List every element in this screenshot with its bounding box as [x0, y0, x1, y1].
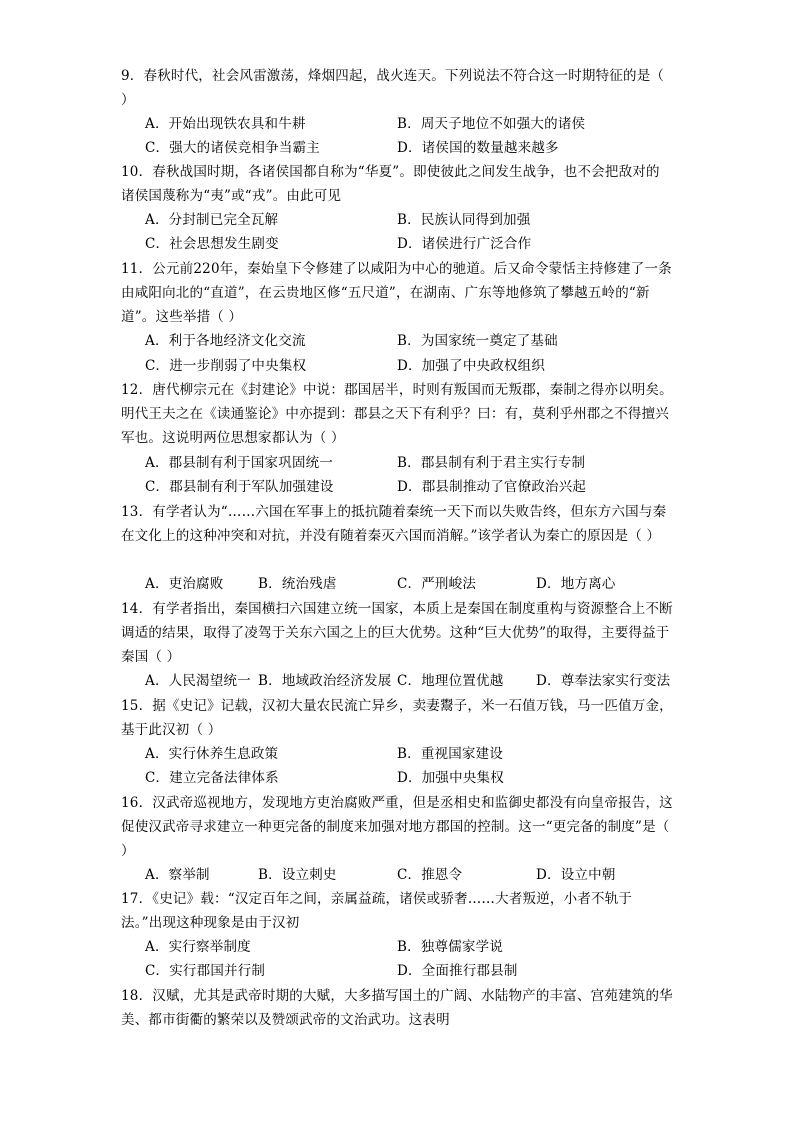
question-17-option-c[interactable]: C．实行郡国并行制: [145, 963, 266, 979]
question-11-option-d[interactable]: D．加强了中央政权组织: [397, 358, 546, 374]
question-13-option-b[interactable]: B．统治残虐: [258, 576, 337, 592]
question-13-option-a[interactable]: A．吏治腐败: [145, 576, 224, 592]
question-15-option-d[interactable]: D．加强中央集权: [397, 770, 504, 786]
question-11-option-c[interactable]: C．进一步削弱了中央集权: [145, 358, 307, 374]
question-10-option-d[interactable]: D．诸侯进行广泛合作: [397, 236, 532, 252]
question-13-option-d[interactable]: D．地方离心: [536, 576, 616, 592]
question-15-stem: 15．据《史记》记载，汉初大量农民流亡异乡，卖妻鬻子，米一石值万钱，马一匹值万金，基于此汉初（ ）: [121, 698, 673, 738]
question-9-stem: 9．春秋时代，社会风雷激荡，烽烟四起，战火连天。下列说法不符合这一时期特征的是（ ）: [121, 68, 665, 108]
question-16-option-b[interactable]: B．设立刺史: [258, 867, 337, 883]
question-11-option-a[interactable]: A．利于各地经济文化交流: [145, 333, 306, 349]
question-17-option-d[interactable]: D．全面推行郡县制: [397, 963, 518, 979]
question-10-stem: 10．春秋战国时期，各诸侯国都自称为“华夏”。即使彼此之间发生战争，也不会把敌对的诸侯国蔑称为“夷”或“戎”。由此可见: [121, 164, 660, 204]
question-14-option-c[interactable]: C．地理位置优越: [397, 673, 504, 689]
question-15-option-c[interactable]: C．建立完备法律体系: [145, 770, 279, 786]
question-15-option-a[interactable]: A．实行休养生息政策: [145, 746, 279, 762]
question-12-stem: 12．唐代柳宗元在《封建论》中说：郡国居半，时则有叛国而无叛郡，秦制之得亦以明矣。明代王夫之在《读通鉴论》中亦提到：郡县之天下有利乎？曰：有，莫利乎州郡之不得擅兴军也。这说明两位思想家都认为（ ）: [121, 382, 673, 446]
question-14-stem: 14．有学者指出，秦国横扫六国建立统一国家，本质上是秦国在制度重构与资源整合上不断调适的结果，取得了凌驾于关东六国之上的巨大优势。这种“巨大优势”的取得，主要得益于秦国（ ）: [121, 601, 673, 665]
question-9-option-d[interactable]: D．诸侯国的数量越来越多: [397, 140, 559, 156]
question-15-option-b[interactable]: B．重视国家建设: [397, 746, 504, 762]
question-12-option-b[interactable]: B．郡县制有利于君主实行专制: [397, 455, 586, 471]
question-9-option-c[interactable]: C．强大的诸侯竞相争当霸主: [145, 140, 320, 156]
question-14-option-b[interactable]: B．地域政治经济发展: [258, 673, 392, 689]
question-16-option-a[interactable]: A．察举制: [145, 867, 210, 883]
question-18-stem: 18．汉赋，尤其是武帝时期的大赋，大多描写国土的广阔、水陆物产的丰富、宫苑建筑的华美、都市街衢的繁荣以及赞颂武帝的文治武功。这表明: [121, 988, 673, 1028]
question-13-option-c[interactable]: C．严刑峻法: [397, 576, 477, 592]
question-12-option-a[interactable]: A．郡县制有利于国家巩固统一: [145, 455, 334, 471]
question-17-option-a[interactable]: A．实行察举制度: [145, 939, 251, 955]
question-14-option-d[interactable]: D．尊奉法家实行变法: [536, 673, 671, 689]
question-14-option-a[interactable]: A．人民渴望统一: [145, 673, 251, 689]
question-10-option-a[interactable]: A．分封制已完全瓦解: [145, 212, 279, 228]
question-17-option-b[interactable]: B．独尊儒家学说: [397, 939, 504, 955]
question-16-option-c[interactable]: C．推恩令: [397, 867, 463, 883]
question-10-option-b[interactable]: B．民族认同得到加强: [397, 212, 531, 228]
question-17-stem: 17．《史记》载：“汉定百年之间，亲属益疏，诸侯或骄奢……大者叛逆，小者不轨于法。”出现这种现象是由于汉初: [121, 891, 633, 931]
question-9-option-a[interactable]: A．开始出现铁农具和牛耕: [145, 116, 306, 132]
question-9-option-b[interactable]: B．周天子地位不如强大的诸侯: [397, 116, 586, 132]
question-12-option-d[interactable]: D．郡县制推动了官僚政治兴起: [397, 479, 587, 495]
question-13-stem: 13．有学者认为“……六国在军事上的抵抗随着秦统一天下而以失败告终，但东方六国与秦在文化上的这种冲突和对抗，并没有随着秦灭六国而消解。”该学者认为秦亡的原因是（ ）: [121, 504, 667, 544]
question-12-option-c[interactable]: C．郡县制有利于军队加强建设: [145, 479, 334, 495]
question-11-stem: 11．公元前220年，秦始皇下令修建了以咸阳为中心的驰道。后又命令蒙恬主持修建了一条由咸阳向北的“直道”，在云贵地区修“五尺道”，在湖南、广东等地修筑了攀越五岭的“新道”。这些举措（ ）: [121, 261, 672, 325]
question-10-option-c[interactable]: C．社会思想发生剧变: [145, 236, 279, 252]
question-16-option-d[interactable]: D．设立中朝: [536, 867, 616, 883]
question-16-stem: 16．汉武帝巡视地方，发现地方吏治腐败严重，但是丞相史和监御史都没有向皇帝报告，这促使汉武帝寻求建立一种更完备的制度来加强对地方郡国的控制。这一“更完备的制度”是（ ）: [121, 795, 673, 859]
question-11-option-b[interactable]: B．为国家统一奠定了基础: [397, 333, 558, 349]
